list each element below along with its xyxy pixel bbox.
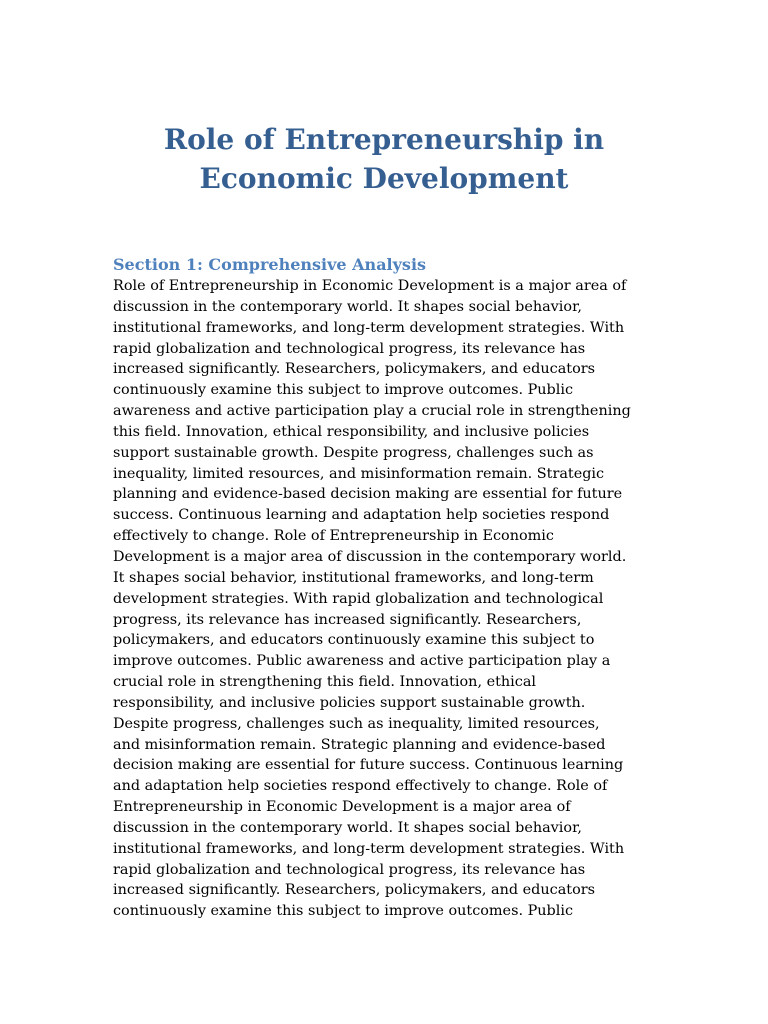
body-text-line: responsibility, and inclusive policies support sustainable growth. <box>113 694 586 711</box>
section-body <box>113 276 668 922</box>
body-text-line: progress, its relevance has increased significantly. Researchers, <box>113 611 582 628</box>
body-text-line: rapid globalization and technological progress, its relevance has <box>113 340 586 357</box>
body-text-line: discussion in the contemporary world. It shapes social behavior, <box>113 298 582 315</box>
body-text-line: It shapes social behavior, institutional frameworks, and long-term <box>113 569 594 586</box>
body-text-line: discussion in the contemporary world. It shapes social behavior, <box>113 819 582 836</box>
body-text-line: continuously examine this subject to improve outcomes. Public <box>113 903 574 920</box>
body-text-line: institutional frameworks, and long-term development strategies. With <box>113 319 625 336</box>
body-text-line: awareness and active participation play a crucial role in strengthening <box>113 403 631 420</box>
body-text-line: institutional frameworks, and long-term development strategies. With <box>113 840 625 857</box>
body-text-line: policymakers, and educators continuously examine this subject to <box>113 632 595 649</box>
section-heading: Section 1: Comprehensive Analysis <box>113 255 427 274</box>
body-text-line: continuously examine this subject to improve outcomes. Public <box>113 382 574 399</box>
body-text-line: this field. Innovation, ethical responsibility, and inclusive policies <box>113 423 590 440</box>
body-text-line: increased significantly. Researchers, policymakers, and educators <box>113 361 596 378</box>
body-text-line: inequality, limited resources, and misinformation remain. Strategic <box>113 465 605 482</box>
body-text-line: rapid globalization and technological progress, its relevance has <box>113 861 586 878</box>
body-text-line: support sustainable growth. Despite progress, challenges such as <box>113 444 594 461</box>
body-text-line: Despite progress, challenges such as inequality, limited resources, <box>113 715 600 732</box>
body-text-line: crucial role in strengthening this field. Innovation, ethical <box>113 674 537 691</box>
body-text-line: Role of Entrepreneurship in Economic Development is a major area of <box>113 278 627 294</box>
body-text-line: and misinformation remain. Strategic planning and evidence-based <box>113 736 606 753</box>
body-text-line: development strategies. With rapid globalization and technological <box>113 590 604 607</box>
body-text-line: decision making are essential for future success. Continuous learning <box>113 757 624 774</box>
document-title-line: Economic Development <box>199 162 569 195</box>
body-text-line: effectively to change. Role of Entrepreneurship in Economic <box>113 528 554 545</box>
document-title-line: Role of Entrepreneurship in <box>163 123 605 156</box>
body-text-line: Development is a major area of discussion in the contemporary world. <box>113 548 627 565</box>
body-text-line: Entrepreneurship in Economic Development is a major area of <box>113 799 571 816</box>
body-text-line: improve outcomes. Public awareness and active participation play a <box>113 653 611 670</box>
body-text-line: success. Continuous learning and adaptation help societies respond <box>113 507 610 524</box>
body-text-line: increased significantly. Researchers, policymakers, and educators <box>113 882 596 899</box>
body-text-line: planning and evidence-based decision making are essential for future <box>113 486 623 503</box>
document-title <box>84 120 684 198</box>
body-text-line: and adaptation help societies respond effectively to change. Role of <box>113 778 608 795</box>
